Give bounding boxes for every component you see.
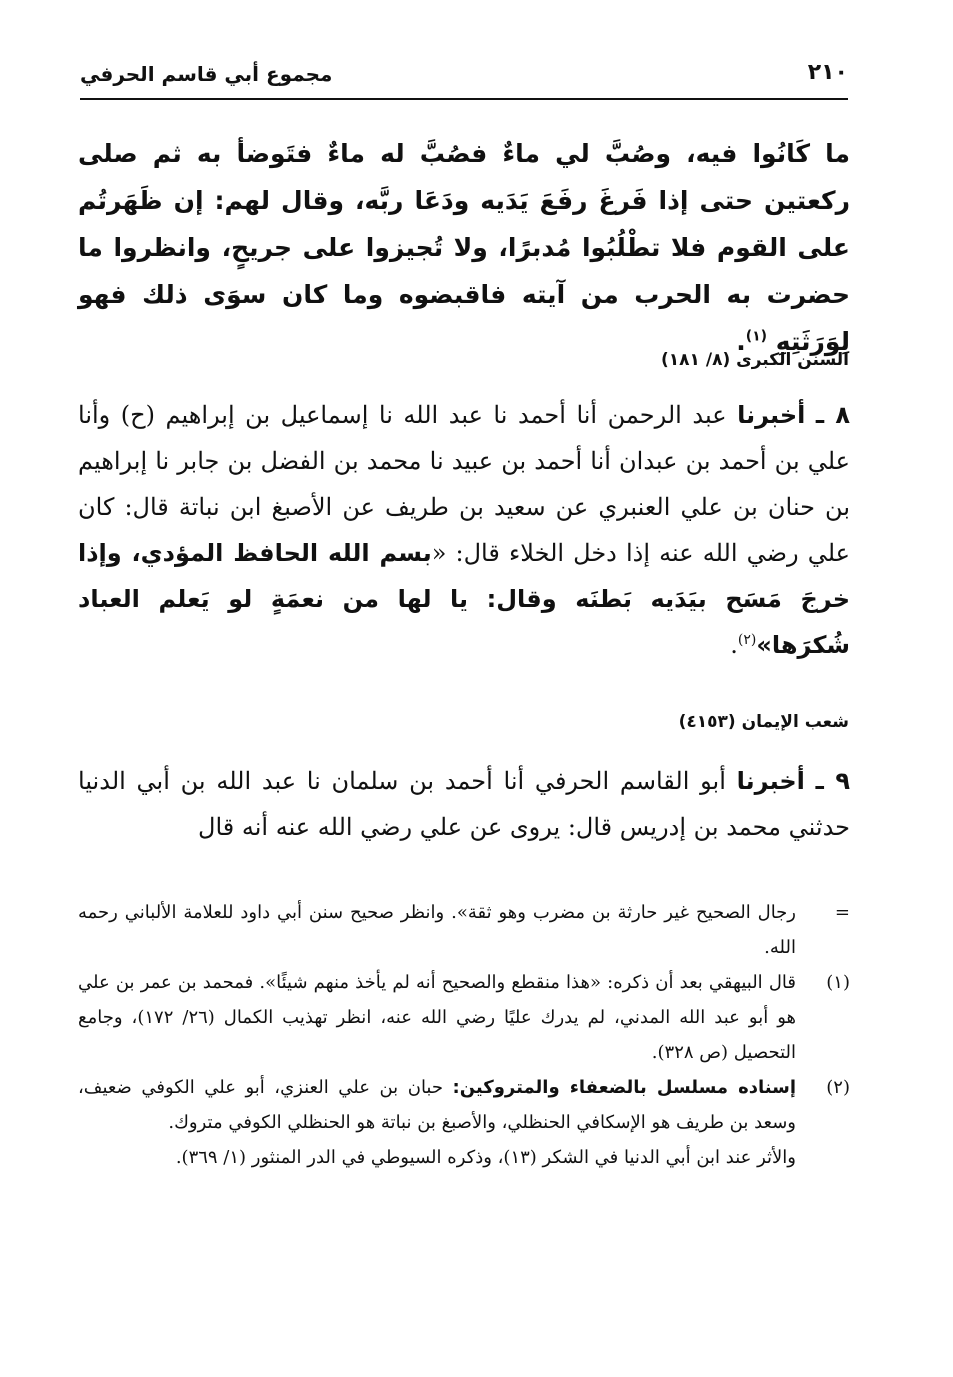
footnote-ref-1: (١) xyxy=(745,328,768,345)
footnote-text: والأثر عند ابن أبي الدنيا في الشكر (١٣)، وذكره السيوطي في الدر المنثور (١/ ٣٦٩). xyxy=(175,1147,796,1168)
footnote-marker: (١) xyxy=(826,972,850,993)
page-header xyxy=(80,58,848,100)
footnote-marker: (٢) xyxy=(826,1077,850,1098)
footnote-continuation xyxy=(78,895,850,965)
source-reference-2: شعب الإيمان (٤١٥٣) xyxy=(678,712,849,732)
hadith-8-lead: أخبرنا xyxy=(737,401,806,429)
footnote-2 xyxy=(78,1070,850,1140)
footnote-ref-2: (٢) xyxy=(737,632,757,648)
footnote-text: قال البيهقي بعد أن ذكره: «هذا منقطع والصحيح أنه لم يأخذ منهم شيئًا». فمحمد بن عمر بن علي هو أبو عبد الله المدني، لم يدرك عليًا رضي الله عنه، انظر تهذيب الكمال (٢٦/ ١٧٢)، وجامع التحصيل (ص ٣٢٨). xyxy=(78,972,796,1063)
intro-text: ما كَانُوا فيه، وصُبَّ لي ماءٌ فصُبَّ له ماءٌ فتَوضأ به ثم صلى ركعتين حتى إذا فَرغَ رفَعَ يَدَيه ودَعَا ربَّه، وقال لهم: إن ظَهَرتُم على القوم فلا تطْلُبُوا مُدبرًا، ولا تُجيزوا على جريحٍ، وانظروا ما حضرت به الحرب من آيته فاقبضوه وما كان سوَى ذلك فهو لِوَرَثَتِهِ xyxy=(78,139,850,356)
footnote-marker: = xyxy=(834,902,850,923)
footnote-text: رجال الصحيح غير حارثة بن مضرب وهو ثقة». وانظر صحيح سنن أبي داود للعلامة الألباني رحمه الله. xyxy=(78,902,796,958)
page-number: ٢١٠ xyxy=(807,60,848,85)
book-title: مجموع أبي قاسم الحرفي xyxy=(80,62,333,86)
footnote-2-continued xyxy=(78,1140,850,1175)
hadith-9-lead: أخبرنا xyxy=(736,767,805,795)
hadith-9 xyxy=(78,758,850,850)
hadith-8-text: عبد الرحمن أنا أحمد نا عبد الله نا إسماعيل بن إبراهيم (ح) وأنا علي بن أحمد بن عبدان أنا أحمد بن عبيد نا محمد بن الفضل بن جابر نا إبراهيم بن حنان بن علي العنبري عن سعيد بن طريف عن الأصبغ ابن نباتة قال: كان علي رضي الله عنه إذا دخل الخلاء قال: « xyxy=(78,401,850,567)
hadith-9-text: أبو القاسم الحرفي أنا أحمد بن سلمان نا عبد الله بن أبي الدنيا حدثني محمد بن إدريس قال: يروى عن علي رضي الله عنه أنه قال xyxy=(78,767,850,841)
hadith-8-quote: بسم الله الحافظ المؤدي، وإذا خرجَ مَسَح بيَدَيه بَطنَه وقال: يا لها من نعمَةٍ لو يَعلم العباد شُكرَها xyxy=(78,539,850,659)
intro-paragraph xyxy=(78,130,850,365)
intro-period: . xyxy=(736,327,746,356)
hadith-8-quote-close: » xyxy=(756,631,772,659)
footnote-1 xyxy=(78,965,850,1070)
hadith-9-number: ٩ ـ xyxy=(815,767,850,795)
source-reference-1: السنن الكبرى (٨/ ١٨١) xyxy=(661,350,849,370)
hadith-8-number: ٨ ـ xyxy=(815,401,850,429)
footnotes xyxy=(78,895,850,1175)
footnote-lead: إسناده مسلسل بالضعفاء والمتروكين: xyxy=(452,1077,796,1098)
hadith-8 xyxy=(78,392,850,668)
footnote-text: حبان بن علي العنزي، أبو علي الكوفي ضعيف، وسعد بن طريف هو الإسكافي الحنظلي، والأصبغ بن نباتة هو الحنظلي الكوفي متروك. xyxy=(78,1077,796,1133)
hadith-8-period: . xyxy=(730,631,738,659)
